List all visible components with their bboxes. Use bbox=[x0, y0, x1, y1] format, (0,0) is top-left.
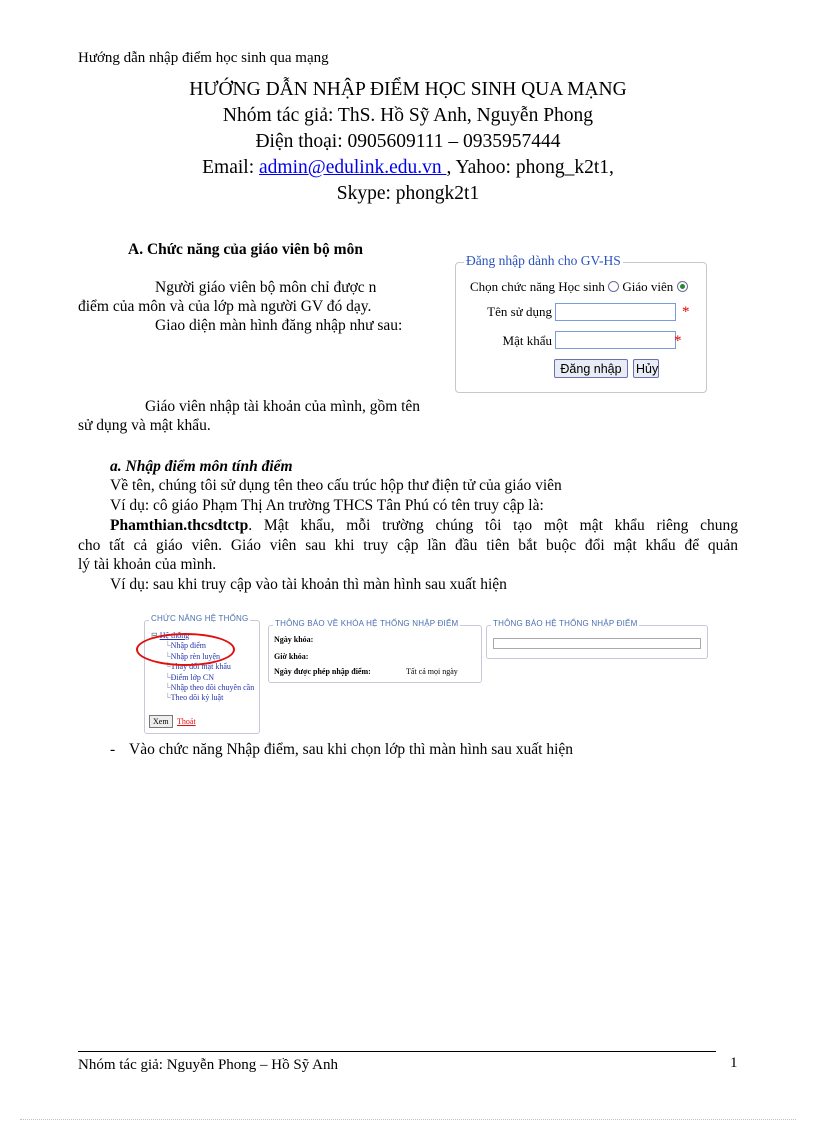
password-label: Mật khẩu bbox=[502, 333, 552, 348]
bullet-text: Vào chức năng Nhập điểm, sau khi chọn lớp thì màn hình sau xuất hiện bbox=[129, 741, 574, 758]
page-bottom-divider bbox=[20, 1119, 796, 1120]
email-label: Email: bbox=[202, 157, 259, 178]
student-option-label: Học sinh bbox=[558, 279, 605, 294]
section-a1-line3-rest: . Mật khẩu, mỗi trường chúng tôi tạo một mật khẩu riêng chung bbox=[248, 517, 738, 534]
tree-expand-icon[interactable]: ⊟ bbox=[151, 631, 158, 640]
section-a-p3-line1: Giáo viên nhập tài khoản của mình, gồm tên bbox=[145, 398, 421, 415]
section-a-heading: A. Chức năng của giáo viên bộ môn bbox=[128, 241, 363, 258]
yahoo-text: , Yahoo: phong_k2t1, bbox=[446, 157, 614, 178]
highlight-oval bbox=[136, 633, 235, 666]
section-a1-line6: Ví dụ: sau khi truy cập vào tài khoản thì màn hình sau xuất hiện bbox=[110, 576, 507, 593]
system-notice-panel bbox=[486, 619, 708, 659]
authors-line: Nhóm tác giả: ThS. Hồ Sỹ Anh, Nguyễn Phong bbox=[222, 105, 594, 126]
email-link[interactable]: admin@edulink.edu.vn bbox=[259, 157, 447, 178]
skype-line: Skype: phongk2t1 bbox=[336, 183, 480, 204]
username-label: Tên sử dụng bbox=[487, 304, 552, 319]
password-input[interactable] bbox=[555, 331, 676, 349]
footer-text: Nhóm tác giả: Nguyễn Phong – Hồ Sỹ Anh bbox=[78, 1057, 338, 1073]
lock-time-label: Giờ khóa: bbox=[274, 652, 309, 661]
example-username: Phamthian.thcsdtctp bbox=[110, 517, 249, 534]
section-a-p1-line1: Người giáo viên bộ môn chỉ được n bbox=[155, 279, 377, 296]
username-input[interactable] bbox=[555, 303, 676, 321]
login-button[interactable]: Đăng nhập bbox=[554, 359, 628, 378]
document-title-block bbox=[78, 77, 738, 207]
system-menu-legend: CHỨC NĂNG HỆ THỐNG bbox=[151, 614, 249, 623]
lock-notice-legend: THÔNG BÁO VỀ KHÓA HỆ THỐNG NHẬP ĐIỂM bbox=[275, 619, 459, 628]
teacher-option-label: Giáo viên bbox=[622, 279, 674, 294]
student-radio[interactable] bbox=[608, 281, 619, 292]
menu-item-nhap-diem[interactable]: └Nhập điểm bbox=[165, 641, 206, 651]
system-notice-legend: THÔNG BÁO HỆ THỐNG NHẬP ĐIỂM bbox=[493, 619, 638, 628]
section-a1-line1: Về tên, chúng tôi sử dụng tên theo cấu trúc hộp thư điện tử của giáo viên bbox=[110, 477, 562, 494]
menu-item-diem-lop-cn[interactable]: └Điểm lớp CN bbox=[165, 672, 215, 682]
exit-link[interactable]: Thoát bbox=[177, 717, 196, 726]
lock-date-label: Ngày khóa: bbox=[274, 635, 314, 644]
allowed-date-label: Ngày được phép nhập điểm: bbox=[274, 667, 371, 676]
view-button[interactable]: Xem bbox=[149, 715, 173, 728]
running-header: Hướng dẫn nhập điểm học sinh qua mạng bbox=[78, 50, 329, 66]
password-required-mark: * bbox=[674, 333, 682, 349]
section-a1-heading: a. Nhập điểm môn tính điểm bbox=[110, 458, 293, 475]
phone-line: Điện thoại: 0905609111 – 0935957444 bbox=[255, 131, 561, 152]
contact-line bbox=[78, 155, 738, 181]
menu-item-theo-doi-ky-luat[interactable]: └Theo dõi kỷ luật bbox=[165, 693, 224, 703]
menu-item-nhap-ren-luyen[interactable]: └Nhập rèn luyện bbox=[165, 651, 220, 661]
login-panel bbox=[455, 253, 707, 393]
menu-item-nhap-chuyen-can[interactable]: └Nhập theo dõi chuyên cần bbox=[165, 683, 255, 693]
choose-role-label: Chọn chức năng bbox=[470, 279, 556, 294]
bullet-dash: - bbox=[110, 741, 116, 758]
system-notice-box bbox=[493, 638, 701, 649]
document-title: HƯỚNG DẪN NHẬP ĐIỂM HỌC SINH QUA MẠNG bbox=[189, 79, 627, 100]
section-a1-line2: Ví dụ: cô giáo Phạm Thị An trường THCS Tân Phú có tên truy cập là: bbox=[110, 497, 544, 514]
role-chooser bbox=[470, 279, 688, 295]
page-number: 1 bbox=[730, 1055, 738, 1071]
menu-root[interactable]: ⊟ Hệ thống bbox=[151, 631, 190, 640]
menu-item-thay-doi-mat-khau[interactable]: └Thay đổi mật khẩu bbox=[165, 662, 231, 672]
footer-rule bbox=[78, 1051, 716, 1052]
login-legend: Đăng nhập dành cho GV-HS bbox=[466, 253, 621, 268]
cancel-button[interactable]: Hủy bbox=[633, 359, 659, 378]
section-a-p1-line2: điểm của môn và của lớp mà người GV đó dạy. bbox=[78, 298, 372, 315]
section-a1-line4: cho tất cả giáo viên. Giáo viên sau khi truy cập lần đầu tiên bắt buộc đổi mật khẩu để quản bbox=[78, 537, 738, 554]
section-a-p2: Giao diện màn hình đăng nhập như sau: bbox=[155, 317, 403, 334]
section-a1-line3 bbox=[110, 516, 738, 535]
lock-notice-panel bbox=[268, 619, 482, 683]
system-screenshot bbox=[140, 612, 712, 737]
username-required-mark: * bbox=[682, 304, 690, 320]
section-a1-line5: lý tài khoản của mình. bbox=[78, 556, 217, 573]
section-a-p3-line2: sử dụng và mật khẩu. bbox=[78, 417, 211, 434]
allowed-date-value: Tất cả mọi ngày bbox=[406, 667, 458, 676]
teacher-radio[interactable] bbox=[677, 281, 688, 292]
